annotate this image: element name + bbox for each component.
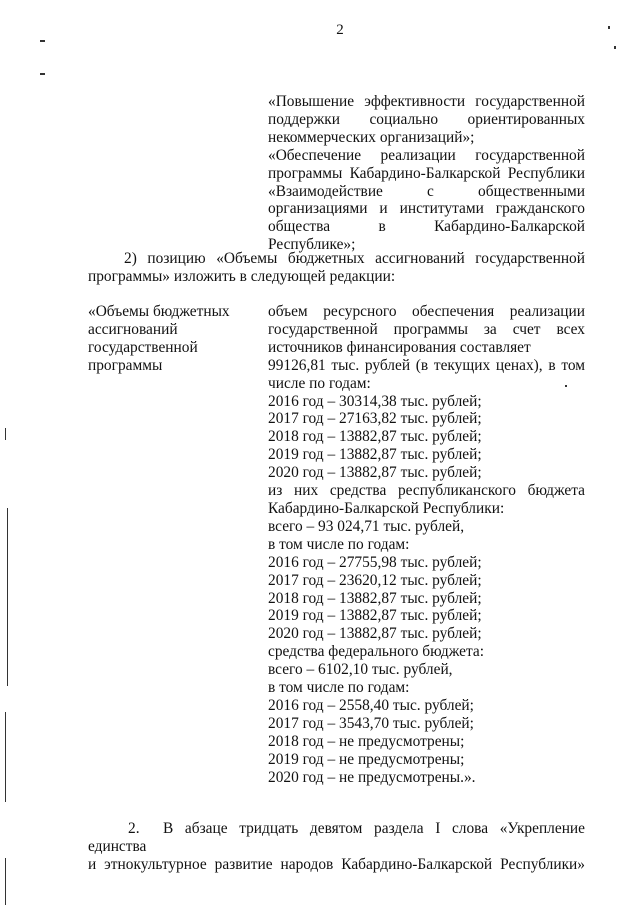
item-number: 2. — [128, 820, 140, 837]
text-line: ассигнований — [88, 320, 178, 338]
year-line: 2020 год – 13882,87 тыс. рублей; — [268, 625, 482, 643]
text-line: организациями и институтами гражданского — [268, 200, 585, 218]
text-line: 2) позицию «Объемы бюджетных ассигнований государственной — [124, 250, 585, 267]
item-two-paragraph — [88, 820, 585, 874]
year-line: 2020 год – 13882,87 тыс. рублей; — [268, 464, 482, 482]
text-line: числе по годам: — [268, 374, 371, 392]
text-line: «Объемы бюджетных — [88, 303, 230, 320]
year-line: 2017 год – 3543,70 тыс. рублей; — [268, 714, 474, 732]
scan-mark — [40, 73, 45, 75]
text-line: 99126,81 тыс. рублей (в текущих ценах), в том — [268, 356, 585, 374]
subprogram-names-block — [268, 93, 585, 254]
text-line: из них средства республиканского бюджета — [268, 482, 585, 500]
scan-mark — [5, 428, 6, 440]
page-number: 2 — [336, 22, 344, 38]
year-line: 2018 год – 13882,87 тыс. рублей; — [268, 428, 482, 446]
text-span: В абзаце тридцать девятом раздела I слова «Укрепление единства — [88, 820, 585, 855]
text-line — [88, 820, 585, 856]
year-line: 2016 год – 27755,98 тыс. рублей; — [268, 553, 482, 571]
scan-mark — [5, 858, 6, 905]
year-line: 2020 год – не предусмотрены.». — [268, 768, 476, 786]
year-line: 2016 год – 30314,38 тыс. рублей; — [268, 392, 482, 410]
text-line: всего – 93 024,71 тыс. рублей, — [268, 517, 465, 535]
text-line: общества в Кабардино-Балкарской Республике»; — [268, 218, 585, 254]
text-line: всего – 6102,10 тыс. рублей, — [268, 661, 453, 679]
text-line: объем ресурсного обеспечения реализации — [268, 303, 585, 320]
amendment-paragraph — [88, 250, 585, 286]
text-line: в том числе по годам: — [268, 679, 410, 697]
text-line: государственной — [88, 338, 198, 356]
text-line: некоммерческих организаций»; — [268, 128, 475, 146]
text-line: «Повышение эффективности государственной — [268, 93, 585, 110]
text-line: и этнокультурное развитие народов Кабардино-Балкарской Республики» — [88, 855, 585, 873]
scan-mark — [40, 40, 45, 42]
year-line: 2018 год – не предусмотрены; — [268, 732, 465, 750]
text-line: программы — [88, 356, 163, 374]
scan-mark — [608, 26, 610, 29]
text-line: поддержки социально ориентированных — [268, 110, 585, 128]
text-line: «Обеспечение реализации государственной — [268, 146, 585, 164]
text-line: «Взаимодействие с общественными — [268, 182, 585, 200]
year-line: 2017 год – 27163,82 тыс. рублей; — [268, 410, 482, 428]
text-line: государственной программы за счет всех — [268, 320, 585, 338]
text-line: в том числе по годам: — [268, 535, 410, 553]
scan-mark — [7, 508, 8, 686]
text-line: программы» изложить в следующей редакции: — [88, 267, 396, 285]
year-line: 2018 год – 13882,87 тыс. рублей; — [268, 589, 482, 607]
year-line: 2016 год – 2558,40 тыс. рублей; — [268, 696, 474, 714]
text-line: средства федерального бюджета: — [268, 643, 484, 661]
year-line: 2019 год – не предусмотрены; — [268, 750, 465, 768]
year-line: 2017 год – 23620,12 тыс. рублей; — [268, 571, 482, 589]
scan-mark — [565, 385, 567, 387]
year-line: 2019 год – 13882,87 тыс. рублей; — [268, 607, 482, 625]
budget-position-label — [88, 303, 248, 375]
text-line: Кабардино-Балкарской Республики: — [268, 499, 505, 517]
year-line: 2019 год – 13882,87 тыс. рублей; — [268, 446, 482, 464]
scan-mark — [5, 712, 6, 802]
budget-position-content — [268, 303, 585, 786]
text-line: источников финансирования составляет — [268, 338, 531, 356]
scan-mark — [614, 46, 616, 49]
text-line: программы Кабардино-Балкарской Республики — [268, 164, 585, 182]
